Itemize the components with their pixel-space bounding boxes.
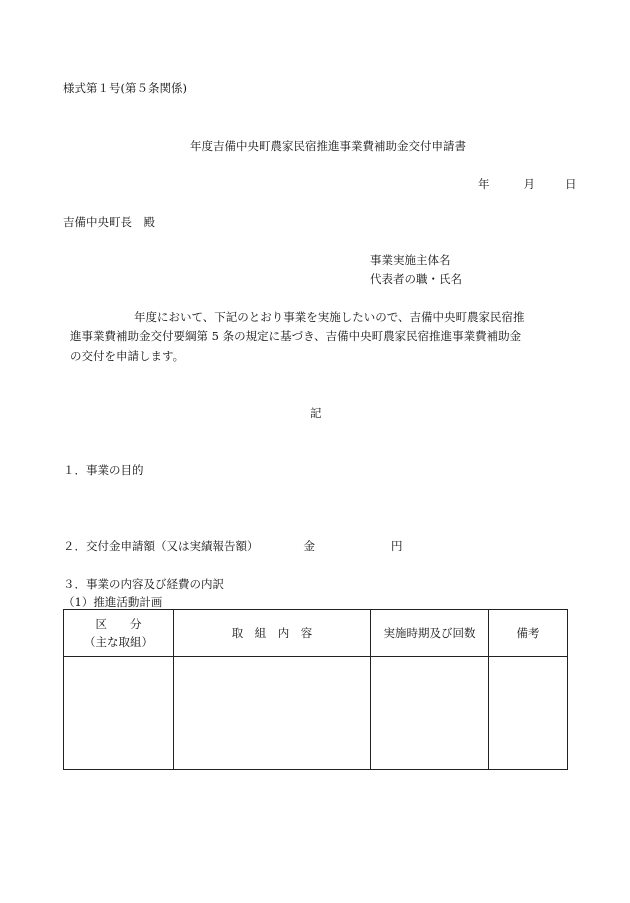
currency-label: 金 (303, 539, 315, 553)
table-row (64, 657, 568, 770)
body-line-2: 進事業費補助金交付要綱第 5 条の規定に基づき、吉備中央町農家民宿推進事業費補助金 (70, 329, 522, 343)
header-remarks: 備考 (489, 610, 568, 657)
section-1-purpose: １．事業の目的 (63, 463, 144, 477)
header-category (64, 610, 174, 657)
section-2-amount (63, 538, 403, 554)
cell-remarks[interactable] (489, 657, 568, 770)
cell-content[interactable] (174, 657, 371, 770)
document-title: 年度吉備中央町農家民宿推進事業費補助金交付申請書 (190, 139, 466, 153)
cell-schedule[interactable] (371, 657, 489, 770)
date-year: 年 (478, 177, 490, 191)
applicant-representative: 代表者の職・氏名 (370, 272, 462, 286)
date-line (478, 176, 577, 192)
form-number: 様式第１号(第５条関係) (63, 81, 187, 95)
date-month: 月 (523, 177, 535, 191)
section-2-label: ２．交付金申請額（又は実績報告額） (63, 539, 259, 553)
body-line-3: の交付を申請します。 (70, 349, 185, 363)
section-3-contents: ３．事業の内容及び経費の内訳 (63, 577, 224, 591)
subsection-plan: （1）推進活動計画 (63, 595, 163, 609)
cell-category[interactable] (64, 657, 174, 770)
table-header-row (64, 610, 568, 657)
date-day: 日 (565, 177, 577, 191)
body-line-1: 年度において、下記のとおり事業を実施したいので、吉備中央町農家民宿推 (134, 310, 525, 324)
addressee: 吉備中央町長 殿 (63, 215, 155, 229)
activity-plan-table (63, 609, 568, 770)
applicant-entity: 事業実施主体名 (370, 253, 451, 267)
header-category-line2: （主な取組） (84, 635, 153, 649)
yen-label: 円 (391, 539, 403, 553)
header-category-line1: 区 分 (95, 617, 142, 631)
ki-heading: 記 (310, 406, 322, 420)
header-schedule: 実施時期及び回数 (371, 610, 489, 657)
header-content: 取 組 内 容 (174, 610, 371, 657)
